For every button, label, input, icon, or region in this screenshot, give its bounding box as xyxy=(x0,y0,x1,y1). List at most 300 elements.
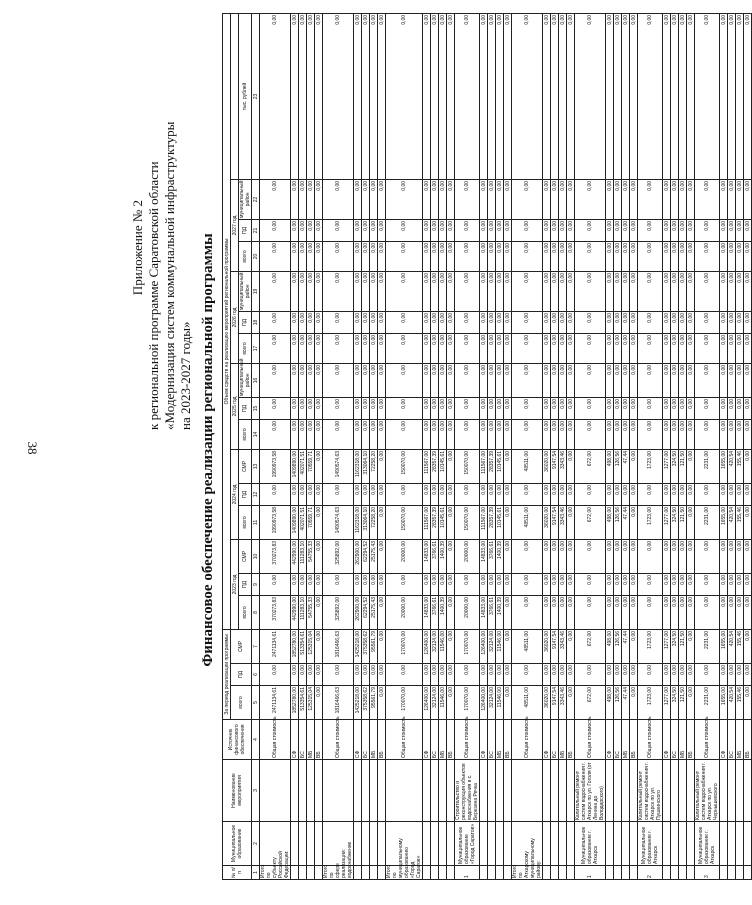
table-cell: 0,00 xyxy=(354,271,362,311)
table-cell: 0,00 xyxy=(744,241,752,271)
table-cell: Итого по сфере реализации: водоснабжение xyxy=(323,841,353,878)
table-cell: 1277,00 xyxy=(663,505,671,539)
table-cell: 0,00 xyxy=(439,363,447,397)
table-cell xyxy=(720,822,728,866)
table-cell: 0,00 xyxy=(512,179,543,219)
table-cell: 0,00 xyxy=(260,397,291,419)
table-cell: 0,00 xyxy=(386,483,423,505)
table-cell: 0,00 xyxy=(630,573,638,595)
table-cell: 0,00 xyxy=(614,179,622,219)
table-cell: 0,00 xyxy=(679,664,687,686)
table-cell: 0,00 xyxy=(671,539,679,573)
table-cell: 0,00 xyxy=(614,573,622,595)
table-cell: 0,00 xyxy=(663,311,671,333)
table-cell: 1409890,00 xyxy=(291,505,299,539)
table-cell: 0,00 xyxy=(439,311,447,333)
table-cell: 0,00 xyxy=(323,419,354,449)
table-cell: МБ xyxy=(736,720,744,760)
table-cell: Общая стоимость xyxy=(575,720,606,760)
table-cell: 0,00 xyxy=(378,333,386,363)
table-cell: 36020,00 xyxy=(543,686,551,720)
table-cell: 0,00 xyxy=(720,595,728,629)
table-cell xyxy=(423,822,431,866)
table-cell: 0,00 xyxy=(606,664,614,686)
table-cell: 3766,61 xyxy=(488,539,496,573)
table-cell: 0,00 xyxy=(744,686,752,720)
table-cell: 0,00 xyxy=(307,219,315,241)
table-cell: 0,00 xyxy=(744,449,752,483)
header-total-period: За период реализации программы xyxy=(223,629,231,719)
table-cell: 0,00 xyxy=(575,219,606,241)
table-cell: 0,00 xyxy=(512,363,543,397)
table-cell: 0,00 xyxy=(744,397,752,419)
table-cell: 0,00 xyxy=(378,483,386,505)
table-cell: 0,00 xyxy=(423,397,431,419)
table-cell: 48511,00 xyxy=(512,449,543,483)
table-cell: 0,00 xyxy=(307,13,315,179)
appendix-block xyxy=(130,30,194,430)
table-cell: 0,00 xyxy=(378,241,386,271)
table-cell xyxy=(559,866,567,880)
table-cell: 1400,39 xyxy=(496,539,504,573)
table-cell xyxy=(431,822,439,866)
table-cell: 0,00 xyxy=(488,573,496,595)
table-cell xyxy=(567,760,575,822)
table-cell: 2 xyxy=(638,866,663,880)
table-cell xyxy=(354,760,362,822)
table-cell: 0,00 xyxy=(488,397,496,419)
table-cell xyxy=(728,866,736,880)
table-cell: 20000,00 xyxy=(455,539,480,573)
table-cell: 0,00 xyxy=(614,483,622,505)
table-cell xyxy=(567,822,575,866)
table-cell: 0,00 xyxy=(354,664,362,686)
table-cell: 0,00 xyxy=(567,311,575,333)
table-cell xyxy=(606,822,614,866)
table-cell xyxy=(614,760,622,822)
table-body xyxy=(252,13,752,879)
table-cell: Итого по муниципальному образованию «Город Саратов» xyxy=(386,838,422,878)
table-cell: 0,00 xyxy=(728,539,736,573)
table-cell: 0,00 xyxy=(695,311,720,333)
table-cell: 62294,52 xyxy=(362,595,370,629)
table-cell: 0,00 xyxy=(695,539,720,573)
header-funds-title: Объем средств на реализацию мероприятий региональной программы xyxy=(223,13,231,629)
table-cell: 0,00 xyxy=(488,241,496,271)
table-cell: ВБ xyxy=(315,720,323,760)
table-cell: 0,00 xyxy=(679,179,687,219)
table-cell: 0,00 xyxy=(614,311,622,333)
table-cell: 0,00 xyxy=(299,179,307,219)
table-cell: 0,00 xyxy=(260,13,291,179)
table-cell: БС xyxy=(551,720,559,760)
table-cell: 0,00 xyxy=(543,573,551,595)
table-cell: 1723,00 xyxy=(638,449,663,483)
table-cell: 0,00 xyxy=(362,13,370,179)
table-cell xyxy=(622,822,630,866)
table-cell: 0,00 xyxy=(622,363,630,397)
table-cell: 0,00 xyxy=(480,397,488,419)
table-cell: 0,00 xyxy=(663,397,671,419)
table-cell: Итого по субъекту Российской Федерации: xyxy=(260,850,290,878)
table-cell: 0,00 xyxy=(663,664,671,686)
table-cell: 0,00 xyxy=(504,686,512,720)
table-cell: 0,00 xyxy=(687,664,695,686)
table-cell: 0,00 xyxy=(423,573,431,595)
table-cell: 0,00 xyxy=(423,271,431,311)
table-cell: 0,00 xyxy=(504,13,512,179)
table-cell: 0,00 xyxy=(315,363,323,397)
table-cell: 3343,46 xyxy=(559,505,567,539)
table-cell xyxy=(630,760,638,822)
table-cell: 0,00 xyxy=(504,573,512,595)
table-cell: 0,00 xyxy=(455,397,480,419)
table-cell: 0,00 xyxy=(291,333,299,363)
table-cell: Общая стоимость xyxy=(695,720,720,760)
table-cell: 0,00 xyxy=(559,363,567,397)
table-cell: 1425218,00 xyxy=(354,686,362,720)
table-cell: 0,00 xyxy=(299,363,307,397)
table-cell: 0,00 xyxy=(447,179,455,219)
table-cell: 0,00 xyxy=(671,573,679,595)
table-cell xyxy=(362,760,370,822)
table-cell: 47,44 xyxy=(622,629,630,663)
table-cell: 0,00 xyxy=(299,219,307,241)
table-cell: 0,00 xyxy=(728,219,736,241)
table-cell xyxy=(299,822,307,866)
table-cell xyxy=(687,866,695,880)
table-cell: 0,00 xyxy=(354,333,362,363)
table-cell: 1655,00 xyxy=(720,686,728,720)
table-cell: 0,00 xyxy=(480,241,488,271)
table-cell: 0,00 xyxy=(606,219,614,241)
table-cell xyxy=(423,760,431,822)
table-cell: Капитальный ремонт систем водоснабжения г. Аткарск по ул. Пушкинского xyxy=(638,760,663,822)
table-cell: 36020,00 xyxy=(543,505,551,539)
table-cell: 0,00 xyxy=(606,333,614,363)
table-cell: 9147,54 xyxy=(551,449,559,483)
table-cell xyxy=(488,866,496,880)
table-cell: Капитальный ремонт систем водоснабжения г. Аткарск по ул. Гоголя (от Ленина до Володарского) xyxy=(575,760,606,822)
table-cell: 0,00 xyxy=(299,664,307,686)
column-number-cell: 21 xyxy=(252,219,260,241)
table-cell: 0,00 xyxy=(423,333,431,363)
table-cell: 0,00 xyxy=(736,573,744,595)
table-cell: 0,00 xyxy=(504,271,512,311)
table-cell: 0,00 xyxy=(622,483,630,505)
table-cell: 0,00 xyxy=(559,595,567,629)
table-cell: 0,00 xyxy=(488,363,496,397)
column-number-cell: 19 xyxy=(252,271,260,311)
table-cell: 0,00 xyxy=(370,241,378,271)
table-cell: 0,00 xyxy=(622,271,630,311)
table-cell: 0,00 xyxy=(551,333,559,363)
table-cell xyxy=(512,760,543,822)
table-cell: 0,00 xyxy=(362,419,370,449)
table-cell: 0,00 xyxy=(695,271,720,311)
table-cell: 0,00 xyxy=(378,573,386,595)
table-cell: МБ xyxy=(370,720,378,760)
table-cell: 0,00 xyxy=(370,271,378,311)
table-cell: 47,44 xyxy=(622,686,630,720)
table-cell: 0,00 xyxy=(671,333,679,363)
table-cell: 0,00 xyxy=(687,311,695,333)
table-cell: 1852780,00 xyxy=(291,686,299,720)
table-cell: 1490574,63 xyxy=(323,505,354,539)
table-cell: 0,00 xyxy=(260,573,291,595)
table-cell: 2471134,61 xyxy=(260,686,291,720)
table-cell: 0,00 xyxy=(630,419,638,449)
table-cell: 0,00 xyxy=(614,13,622,179)
table-cell: 0,00 xyxy=(447,483,455,505)
table-cell: 0,00 xyxy=(606,271,614,311)
table-cell: 0,00 xyxy=(559,419,567,449)
table-cell: 36020,00 xyxy=(543,449,551,483)
table-cell: 0,00 xyxy=(504,449,512,483)
table-cell xyxy=(291,760,299,822)
table-cell: 0,00 xyxy=(378,664,386,686)
table-cell: 0,00 xyxy=(512,539,543,573)
table-cell: 0,00 xyxy=(496,333,504,363)
table-cell: 9147,54 xyxy=(551,505,559,539)
table-cell: 0,00 xyxy=(260,664,291,686)
table-cell: 0,00 xyxy=(744,219,752,241)
table-cell: 0,00 xyxy=(323,397,354,419)
table-cell: 121,50 xyxy=(679,686,687,720)
table-cell: 0,00 xyxy=(504,505,512,539)
table-cell: 0,00 xyxy=(480,271,488,311)
table-cell: 0,00 xyxy=(447,363,455,397)
table-cell xyxy=(679,760,687,822)
table-cell: 0,00 xyxy=(323,483,354,505)
table-cell: 0,00 xyxy=(496,241,504,271)
table-cell: 402071,51 xyxy=(299,505,307,539)
document-heading: Финансовое обеспечение реализации региональной программы xyxy=(200,233,216,667)
table-cell: 0,00 xyxy=(315,629,323,663)
table-cell xyxy=(362,822,370,866)
table-cell xyxy=(378,760,386,822)
table-cell: 0,00 xyxy=(299,397,307,419)
table-cell: 0,00 xyxy=(606,363,614,397)
table-cell: 0,00 xyxy=(687,13,695,179)
table-cell: 0,00 xyxy=(736,595,744,629)
table-row xyxy=(431,13,439,879)
table-cell: 2231,00 xyxy=(695,686,720,720)
table-cell: 0,00 xyxy=(504,483,512,505)
table-cell: 0,00 xyxy=(663,333,671,363)
table-row xyxy=(744,13,752,879)
table-cell: 32124,00 xyxy=(431,686,439,720)
table-cell: МБ xyxy=(439,720,447,760)
table-cell xyxy=(744,866,752,880)
header-spare xyxy=(231,13,239,179)
table-cell: 0,00 xyxy=(720,333,728,363)
table-cell: 0,00 xyxy=(687,573,695,595)
table-cell: 0,00 xyxy=(480,13,488,179)
table-cell: 0,00 xyxy=(354,241,362,271)
table-cell: 111567,00 xyxy=(480,449,488,483)
table-cell xyxy=(307,822,315,866)
table-cell: 0,00 xyxy=(423,311,431,333)
table-cell: 0,00 xyxy=(378,13,386,179)
table-cell: 0,00 xyxy=(447,271,455,311)
table-cell: 32124,00 xyxy=(488,629,496,663)
table-cell: 28357,39 xyxy=(431,449,439,483)
table-cell: 0,00 xyxy=(687,449,695,483)
table-cell: 0,00 xyxy=(575,483,606,505)
table-cell: 0,00 xyxy=(687,419,695,449)
table-cell: 0,00 xyxy=(744,13,752,179)
table-row xyxy=(439,13,447,879)
table-cell: 0,00 xyxy=(315,13,323,179)
table-cell: 0,00 xyxy=(315,419,323,449)
table-cell: 0,00 xyxy=(291,179,299,219)
table-cell: 150070,00 xyxy=(386,505,423,539)
table-cell: 0,00 xyxy=(307,664,315,686)
table-cell: 0,00 xyxy=(559,311,567,333)
table-cell xyxy=(663,822,671,866)
table-cell: 0,00 xyxy=(386,664,423,686)
column-number-cell: 7 xyxy=(252,629,260,663)
table-cell: 0,00 xyxy=(323,333,354,363)
table-cell: 0,00 xyxy=(307,311,315,333)
table-cell: 0,00 xyxy=(447,397,455,419)
table-cell: 0,00 xyxy=(630,363,638,397)
table-cell: 0,00 xyxy=(291,664,299,686)
table-cell: 0,00 xyxy=(512,397,543,419)
table-row xyxy=(370,13,378,879)
table-cell: 0,00 xyxy=(744,311,752,333)
table-cell: 0,00 xyxy=(622,241,630,271)
table-cell xyxy=(370,822,378,866)
table-cell: 0,00 xyxy=(663,419,671,449)
table-cell: 9147,54 xyxy=(551,686,559,720)
header-2026-mun: муниципальный район xyxy=(239,272,251,310)
table-row xyxy=(455,13,480,879)
table-cell: 0,00 xyxy=(728,241,736,271)
table-cell: 0,00 xyxy=(559,241,567,271)
table-cell: 0,00 xyxy=(575,397,606,419)
table-cell: 3 xyxy=(695,866,720,880)
table-cell xyxy=(744,822,752,866)
table-cell: 0,00 xyxy=(378,419,386,449)
table-cell xyxy=(307,866,315,880)
table-cell: 0,00 xyxy=(575,573,606,595)
table-cell: 0,00 xyxy=(687,179,695,219)
table-cell: ВБ xyxy=(630,720,638,760)
table-cell: 0,00 xyxy=(315,219,323,241)
table-cell xyxy=(439,866,447,880)
table-cell xyxy=(736,866,744,880)
table-cell: 72258,20 xyxy=(370,449,378,483)
table-cell: 0,00 xyxy=(575,179,606,219)
header-2027-mun: муниципальный район xyxy=(239,180,251,218)
table-cell xyxy=(447,822,455,866)
table-cell: 70559,71 xyxy=(307,505,315,539)
table-cell: 0,00 xyxy=(695,219,720,241)
table-row xyxy=(307,13,315,879)
table-cell: 0,00 xyxy=(447,629,455,663)
table-cell xyxy=(663,866,671,880)
header-2025-mun: муниципальный район xyxy=(239,358,251,396)
table-cell: 0,00 xyxy=(315,241,323,271)
table-cell: 0,00 xyxy=(606,397,614,419)
table-row xyxy=(614,13,622,879)
table-cell: 0,00 xyxy=(362,333,370,363)
table-cell: 28357,39 xyxy=(488,505,496,539)
table-cell: 95561,79 xyxy=(370,629,378,663)
table-cell: 0,00 xyxy=(504,629,512,663)
table-cell xyxy=(559,760,567,822)
table-cell: 0,00 xyxy=(370,664,378,686)
table-cell: 0,00 xyxy=(354,13,362,179)
table-cell: 0,00 xyxy=(496,664,504,686)
table-cell: 0,00 xyxy=(630,595,638,629)
table-cell: 0,00 xyxy=(622,573,630,595)
table-cell xyxy=(431,866,439,880)
table-cell: 0,00 xyxy=(386,573,423,595)
table-cell: 0,00 xyxy=(671,219,679,241)
table-cell: 324,50 xyxy=(671,449,679,483)
table-cell: 0,00 xyxy=(638,363,663,397)
table-cell: 0,00 xyxy=(496,397,504,419)
table-cell: Капитальный ремонт систем водоснабжения г. Аткарск по ул. Чернышевского xyxy=(695,760,720,822)
table-cell: 0,00 xyxy=(431,241,439,271)
table-cell: 0,00 xyxy=(362,397,370,419)
table-cell: 0,00 xyxy=(362,664,370,686)
table-cell: 1990973,58 xyxy=(260,449,291,483)
table-row xyxy=(512,13,543,879)
table-cell: 0,00 xyxy=(480,179,488,219)
table-cell: 0,00 xyxy=(480,219,488,241)
table-cell: 420,54 xyxy=(728,449,736,483)
table-cell: 0,00 xyxy=(512,483,543,505)
table-cell: 0,00 xyxy=(567,397,575,419)
table-cell: 0,00 xyxy=(687,271,695,311)
table-cell: 0,00 xyxy=(744,333,752,363)
table-cell: СФ xyxy=(480,720,488,760)
table-cell xyxy=(720,866,728,880)
table-cell: 0,00 xyxy=(439,419,447,449)
table-cell: 0,00 xyxy=(354,363,362,397)
header-2023-pd: ПД xyxy=(239,573,252,595)
table-cell: 0,00 xyxy=(362,179,370,219)
header-2023-smr: СМР xyxy=(239,539,252,573)
table-cell: 32124,00 xyxy=(431,629,439,663)
table-cell: 0,00 xyxy=(370,311,378,333)
table-cell: 0,00 xyxy=(671,664,679,686)
table-cell: 0,00 xyxy=(551,363,559,397)
table-cell: 0,00 xyxy=(431,397,439,419)
table-cell: 0,00 xyxy=(543,13,551,179)
table-cell: 0,00 xyxy=(307,271,315,311)
table-cell: 370273,83 xyxy=(260,539,291,573)
table-cell: 126,56 xyxy=(614,686,622,720)
table-cell: 48511,00 xyxy=(512,686,543,720)
column-number-cell: 16 xyxy=(252,363,260,397)
table-cell: 0,00 xyxy=(567,363,575,397)
header-num: № п/п xyxy=(223,866,252,880)
table-cell: 0,00 xyxy=(378,219,386,241)
table-cell: 0,00 xyxy=(423,179,431,219)
table-cell: 0,00 xyxy=(606,311,614,333)
table-cell: 0,00 xyxy=(354,179,362,219)
table-cell: 0,00 xyxy=(744,573,752,595)
table-cell: 0,00 xyxy=(378,363,386,397)
table-cell: 0,00 xyxy=(687,539,695,573)
header-2027-all: всего xyxy=(239,241,252,271)
table-cell: 0,00 xyxy=(323,363,354,397)
